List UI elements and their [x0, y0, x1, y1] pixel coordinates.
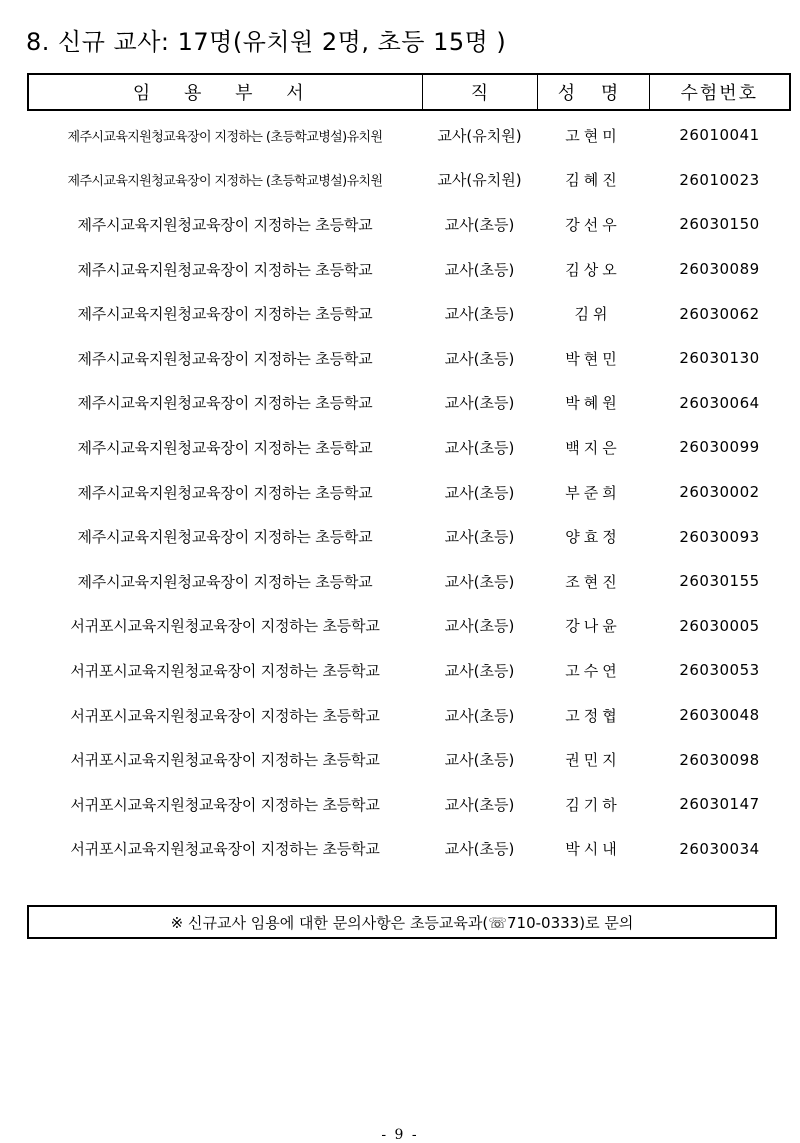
exam-number-cell: 26030093	[679, 527, 760, 546]
column-header-position: 직	[422, 74, 537, 110]
department-cell: 제주시교육지원청교육장이 지정하는 초등학교	[77, 438, 373, 457]
name-cell: 조현진	[565, 572, 621, 591]
column-header-name: 성 명	[537, 74, 649, 110]
department-cell: 제주시교육지원청교육장이 지정하는 초등학교	[77, 483, 373, 502]
position-cell: 교사(초등)	[444, 483, 515, 502]
exam-number-cell: 26030130	[679, 349, 760, 368]
position-cell: 교사(초등)	[444, 840, 515, 859]
department-cell: 서귀포시교육지원청교육장이 지정하는 초등학교	[70, 840, 380, 859]
exam-number-cell: 26030064	[679, 393, 760, 412]
exam-number-cell: 26030147	[679, 795, 760, 814]
exam-number-cell: 26030002	[679, 483, 760, 502]
department-cell: 제주시교육지원청교육장이 지정하는 초등학교	[77, 572, 373, 591]
name-cell: 부준희	[565, 483, 621, 502]
table-row	[28, 110, 790, 158]
exam-number-cell: 26030053	[679, 661, 760, 680]
name-cell: 김기하	[565, 795, 621, 814]
name-cell: 박현민	[565, 349, 621, 368]
position-cell: 교사(초등)	[444, 751, 515, 770]
table-row	[28, 247, 790, 292]
table-row	[28, 782, 790, 827]
department-cell: 서귀포시교육지원청교육장이 지정하는 초등학교	[70, 706, 380, 725]
table-row	[28, 559, 790, 604]
position-cell: 교사(초등)	[444, 438, 515, 457]
section-title: 8. 신규 교사: 17명(유치원 2명, 초등 15명 )	[26, 28, 507, 56]
department-cell: 서귀포시교육지원청교육장이 지정하는 초등학교	[70, 795, 380, 814]
position-cell: 교사(초등)	[444, 795, 515, 814]
table-header-row	[28, 74, 790, 110]
department-cell: 서귀포시교육지원청교육장이 지정하는 초등학교	[70, 751, 380, 770]
name-cell: 고수연	[565, 661, 621, 680]
department-cell: 제주시교육지원청교육장이 지정하는 초등학교	[77, 528, 373, 547]
position-cell: 교사(유치원)	[437, 171, 522, 190]
exam-number-cell: 26030098	[679, 750, 760, 769]
name-cell: 강선우	[565, 215, 621, 234]
position-cell: 교사(초등)	[444, 215, 515, 234]
exam-number-cell: 26030062	[679, 304, 760, 323]
table-row	[28, 291, 790, 336]
name-cell: 권민지	[565, 751, 621, 770]
table-row	[28, 737, 790, 782]
column-header-exam-number: 수험번호	[649, 74, 790, 110]
department-cell: 제주시교육지원청교육장이 지정하는 초등학교	[77, 394, 373, 413]
name-cell: 김혜진	[565, 171, 621, 190]
department-cell: 제주시교육지원청교육장이 지정하는 초등학교	[77, 305, 373, 324]
table-row	[28, 827, 790, 872]
position-cell: 교사(초등)	[444, 528, 515, 547]
department-cell: 제주시교육지원청교육장이 지정하는 (초등학교병설)유치원	[67, 129, 383, 145]
name-cell: 박시내	[565, 840, 621, 859]
exam-number-cell: 26030005	[679, 616, 760, 635]
page-number: - 9 -	[381, 1127, 419, 1143]
table-row	[28, 514, 790, 559]
table-row	[28, 158, 790, 203]
department-cell: 제주시교육지원청교육장이 지정하는 초등학교	[77, 349, 373, 368]
department-cell: 제주시교육지원청교육장이 지정하는 (초등학교병설)유치원	[67, 174, 383, 190]
name-cell: 백지은	[565, 438, 621, 457]
position-cell: 교사(초등)	[444, 349, 515, 368]
name-cell: 강나윤	[565, 617, 621, 636]
table-body	[28, 110, 790, 871]
name-cell: 김위	[574, 305, 612, 324]
exam-number-cell: 26030150	[679, 215, 760, 234]
exam-number-cell: 26030048	[679, 706, 760, 725]
position-cell: 교사(초등)	[444, 260, 515, 279]
exam-number-cell: 26030034	[679, 839, 760, 858]
position-cell: 교사(초등)	[444, 305, 515, 324]
department-cell: 제주시교육지원청교육장이 지정하는 초등학교	[77, 260, 373, 279]
position-cell: 교사(초등)	[444, 394, 515, 413]
exam-number-cell: 26010023	[679, 170, 760, 189]
table-row	[28, 693, 790, 738]
table-row	[28, 202, 790, 247]
table-row	[28, 425, 790, 470]
department-cell: 서귀포시교육지원청교육장이 지정하는 초등학교	[70, 661, 380, 680]
column-header-department: 임 용 부 서	[28, 74, 422, 110]
exam-number-cell: 26030099	[679, 438, 760, 457]
name-cell: 박혜원	[565, 394, 621, 413]
name-cell: 김상오	[565, 260, 621, 279]
table-row	[28, 604, 790, 649]
inquiry-notice: ※ 신규교사 임용에 대한 문의사항은 초등교육과(☏710-0333)로 문의	[27, 905, 777, 939]
table-row	[28, 381, 790, 426]
exam-number-cell: 26010041	[679, 126, 760, 145]
position-cell: 교사(유치원)	[437, 126, 522, 145]
table-row	[28, 336, 790, 381]
name-cell: 고현미	[565, 126, 621, 145]
name-cell: 양효정	[565, 528, 621, 547]
table-row	[28, 648, 790, 693]
table-row	[28, 470, 790, 515]
position-cell: 교사(초등)	[444, 572, 515, 591]
table-header	[28, 74, 790, 110]
position-cell: 교사(초등)	[444, 617, 515, 636]
exam-number-cell: 26030089	[679, 260, 760, 279]
appointment-table	[27, 73, 791, 871]
department-cell: 서귀포시교육지원청교육장이 지정하는 초등학교	[70, 617, 380, 636]
position-cell: 교사(초등)	[444, 706, 515, 725]
department-cell: 제주시교육지원청교육장이 지정하는 초등학교	[77, 215, 373, 234]
exam-number-cell: 26030155	[679, 572, 760, 591]
position-cell: 교사(초등)	[444, 661, 515, 680]
name-cell: 고정협	[565, 706, 621, 725]
appointment-table-container	[27, 73, 789, 871]
